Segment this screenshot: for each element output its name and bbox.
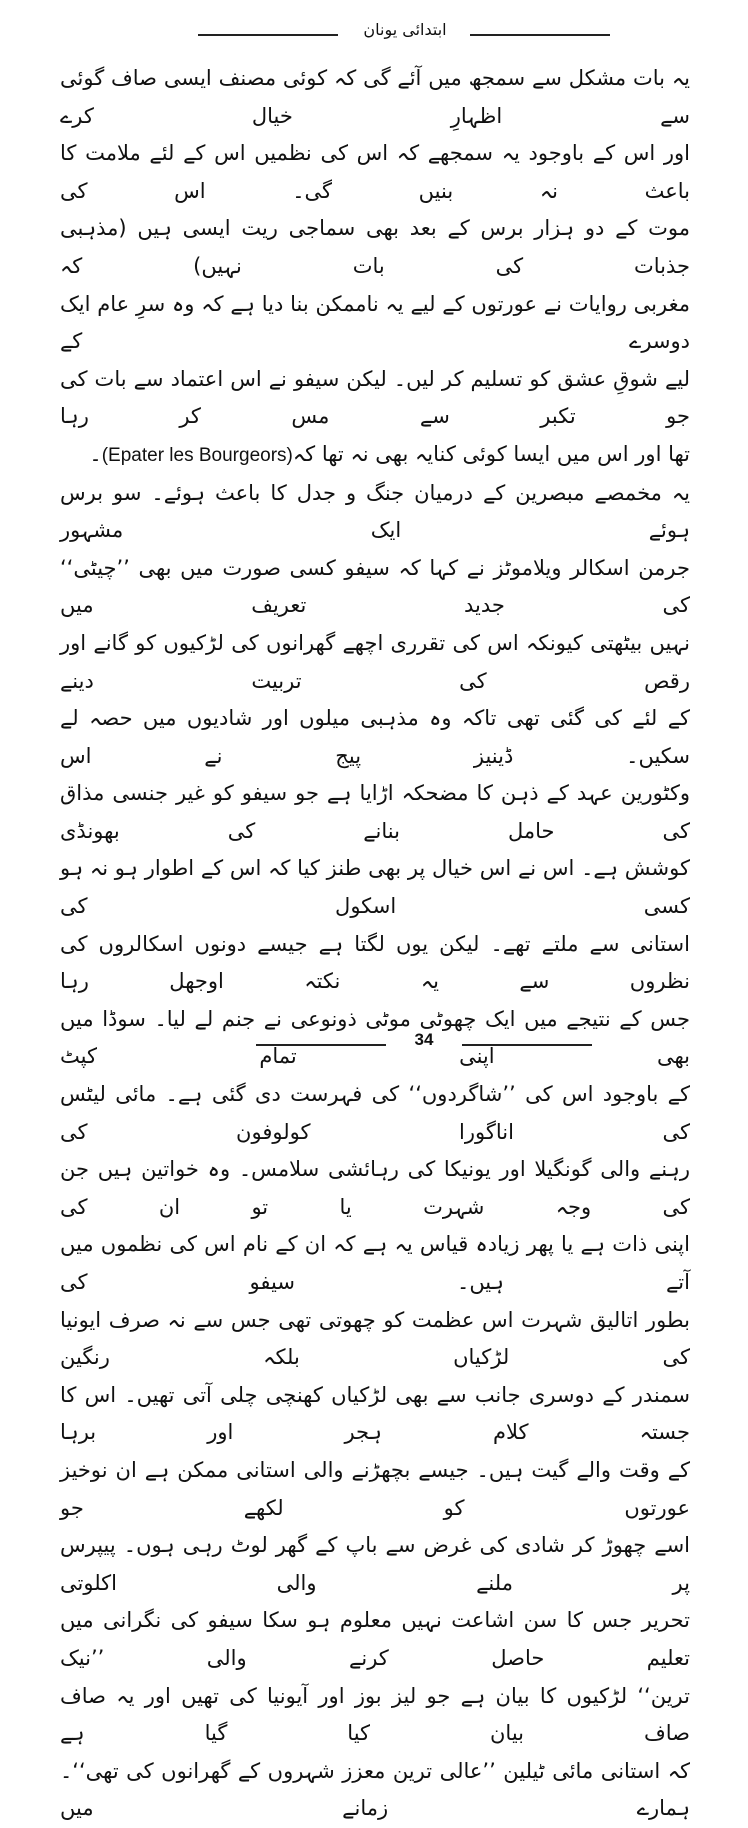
footer-rule-left: [256, 1044, 386, 1046]
text-line: تحریر جس کا سن اشاعت نہیں معلوم ہو سکا سیفو کی نگرانی میں تعلیم حاصل کرنے والی ’’نیک: [60, 1608, 690, 1670]
paragraph-2: [60, 475, 690, 1828]
text-line: سمندر کے دوسری جانب سے بھی لڑکیاں کھنچی چلی آتی تھیں۔ اس کا جستہ کلام ہجر اور برہا: [60, 1382, 690, 1445]
text-segment: تھا اور اس میں ایسا کوئی کنایہ بھی نہ تھا کہ: [292, 441, 690, 466]
text-line: استانی سے ملتے تھے۔ لیکن یوں لگتا ہے جیسے دونوں اسکالروں کی نظروں سے یہ نکتہ اوجھل رہا: [60, 931, 690, 994]
text-line: جرمن اسکالر ویلاموٹز نے کہا کہ سیفو کسی صورت میں بھی ’’چیٹی‘‘ کی جدید تعریف میں: [60, 555, 690, 618]
text-line: کوشش ہے۔ اس نے اس خیال پر بھی طنز کیا کہ اس کے اطوار ہو نہ ہو کسی اسکول کی: [60, 856, 690, 919]
text-line: بطور اتالیق شہرت اس عظمت کو چھوتی تھی جس سے نہ صرف ایونیا کی لڑکیاں بلکہ رنگین: [60, 1307, 690, 1370]
text-line: یہ بات مشکل سے سمجھ میں آئے گی کہ کوئی مصنف ایسی صاف گوئی سے اظہارِ خیال کرے: [60, 66, 690, 128]
running-header: [0, 18, 748, 48]
text-line: کے باوجود اس کی ’’شاگردوں‘‘ کی فہرست دی گئی ہے۔ مائی لیٹس کی اناگورا کولوفون کی: [60, 1082, 690, 1144]
latin-phrase: (Epater les Bourgeors): [101, 444, 293, 466]
text-line: وکٹورین عہد کے ذہن کا مضحکہ اڑایا ہے جو سیفو کو غیر جنسی مذاق کی حامل بنانے کی بھونڈی: [60, 781, 690, 843]
footer-rule-right: [462, 1044, 592, 1046]
text-line: جس کے نتیجے میں ایک چھوٹی موٹی ذونوعی نے جنم لے لیا۔ سوڈا میں بھی اپنی تمام کپٹ: [60, 1006, 690, 1069]
text-line: ترین‘‘ لڑکیوں کا بیان ہے جو لیز بوز اور آیونیا کی تھیں اور یہ صاف صاف بیان کیا گیا ہے: [60, 1683, 690, 1746]
text-line: کے لئے کی گئی تھی تاکہ وہ مذہبی میلوں اور شادیوں میں حصہ لے سکیں۔ ڈینیز پیج نے اس: [60, 706, 690, 768]
text-line: اپنی ذات ہے یا پھر زیادہ قیاس یہ ہے کہ ان کے نام اس کی نظموں میں آتے ہیں۔ سیفو کی: [60, 1232, 690, 1294]
text-line: کہ استانی مائی ٹیلین ’’عالی ترین معزز شہروں کے گھرانوں کی تھی‘‘۔ ہمارے زمانے میں: [60, 1758, 690, 1821]
running-title: ابتدائی یونان: [363, 20, 447, 39]
paragraph-1: [60, 60, 690, 475]
text-segment: ۔: [89, 441, 102, 466]
text-line: نہیں بیٹھتی کیونکہ اس کی تقرری اچھے گھرانوں کی لڑکیوں کو گانے اور رقص کی تربیت دینے: [60, 630, 690, 693]
text-line: اور اس کے باوجود یہ سمجھے کہ اس کی نظمیں اس کے لئے ملامت کا باعث نہ بنیں گی۔ اس کی: [60, 141, 690, 203]
header-rule-left: [198, 34, 338, 36]
text-line: رہنے والی گونگیلا اور یونیکا کی رہائشی سلامس۔ وہ خواتین ہیں جن کی وجہ شہرت یا تو ان کی: [60, 1157, 690, 1219]
page-footer: [0, 1028, 748, 1058]
text-line: موت کے دو ہزار برس کے بعد بھی سماجی ریت ایسی ہیں (مذہبی جذبات کی بات نہیں) کہ: [60, 216, 690, 278]
text-line: کے وقت والے گیت ہیں۔ جیسے بچھڑنے والی استانی ممکن ہے ان نوخیز عورتوں کو لکھے جو: [60, 1457, 690, 1520]
text-line: [60, 436, 690, 475]
text-line: اسے چھوڑ کر شادی کی غرض سے باپ کے گھر لوٹ رہی ہوں۔ پیپرس پر ملنے والی اکلوتی: [60, 1533, 690, 1595]
text-line: مغربی روایات نے عورتوں کے لیے یہ ناممکن بنا دیا ہے کہ وہ سرِ عام ایک دوسرے کے: [60, 291, 690, 354]
text-line: یہ مخمصے مبصرین کے درمیان جنگ و جدل کا باعث ہوئے۔ سو برس ہوئے ایک مشہور: [60, 480, 690, 543]
body-text: [60, 60, 690, 1828]
header-rule-right: [470, 34, 610, 36]
text-line: لیے شوقِ عشق کو تسلیم کر لیں۔ لیکن سیفو نے اس اعتماد سے بات کی جو تکبر سے مس کر رہا: [60, 366, 690, 429]
page-number: 34: [414, 1030, 434, 1049]
